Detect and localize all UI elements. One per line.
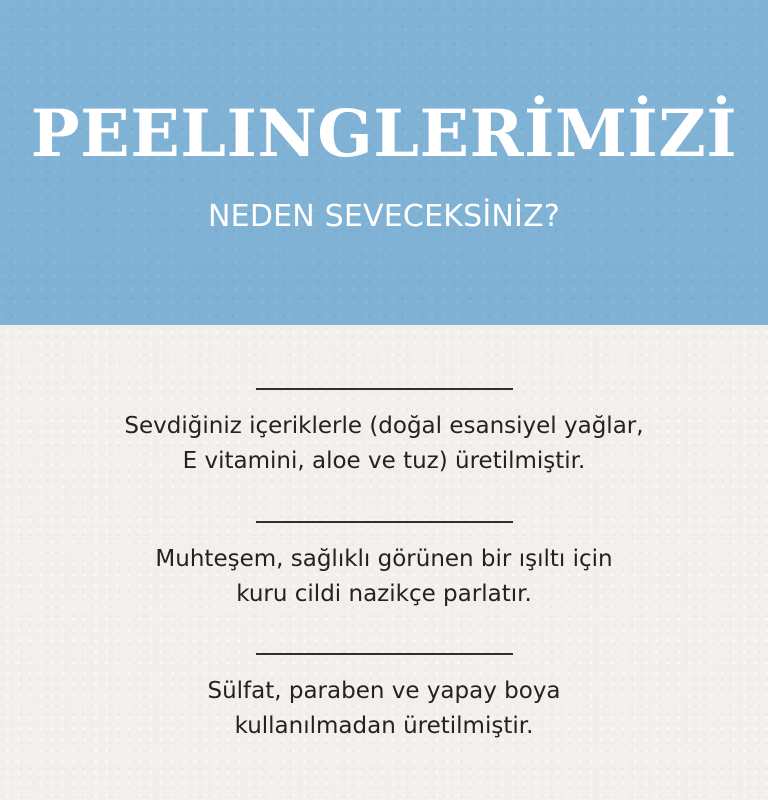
benefit-line: Sülfat, paraben ve yapay boya bbox=[207, 678, 561, 704]
benefit-line: kuru cildi nazikçe parlatır. bbox=[236, 581, 532, 607]
page-title: PEELINGLERİMİZİ bbox=[30, 96, 738, 172]
page-subtitle: NEDEN SEVECEKSİNİZ? bbox=[208, 199, 560, 234]
benefit-item bbox=[40, 674, 728, 744]
benefit-divider bbox=[256, 521, 513, 523]
benefit-line: E vitamini, aloe ve tuz) üretilmiştir. bbox=[182, 448, 586, 474]
benefit-divider bbox=[256, 388, 513, 390]
benefit-line: Muhteşem, sağlıklı görünen bir ışıltı için bbox=[155, 546, 613, 572]
benefit-line: kullanılmadan üretilmiştir. bbox=[234, 713, 534, 739]
header-panel bbox=[0, 0, 768, 325]
benefit-line: Sevdiğiniz içeriklerle (doğal esansiyel yağlar, bbox=[124, 413, 644, 439]
benefits-panel bbox=[0, 325, 768, 800]
benefit-item bbox=[40, 409, 728, 479]
benefit-divider bbox=[256, 653, 513, 655]
benefit-item bbox=[40, 542, 728, 612]
